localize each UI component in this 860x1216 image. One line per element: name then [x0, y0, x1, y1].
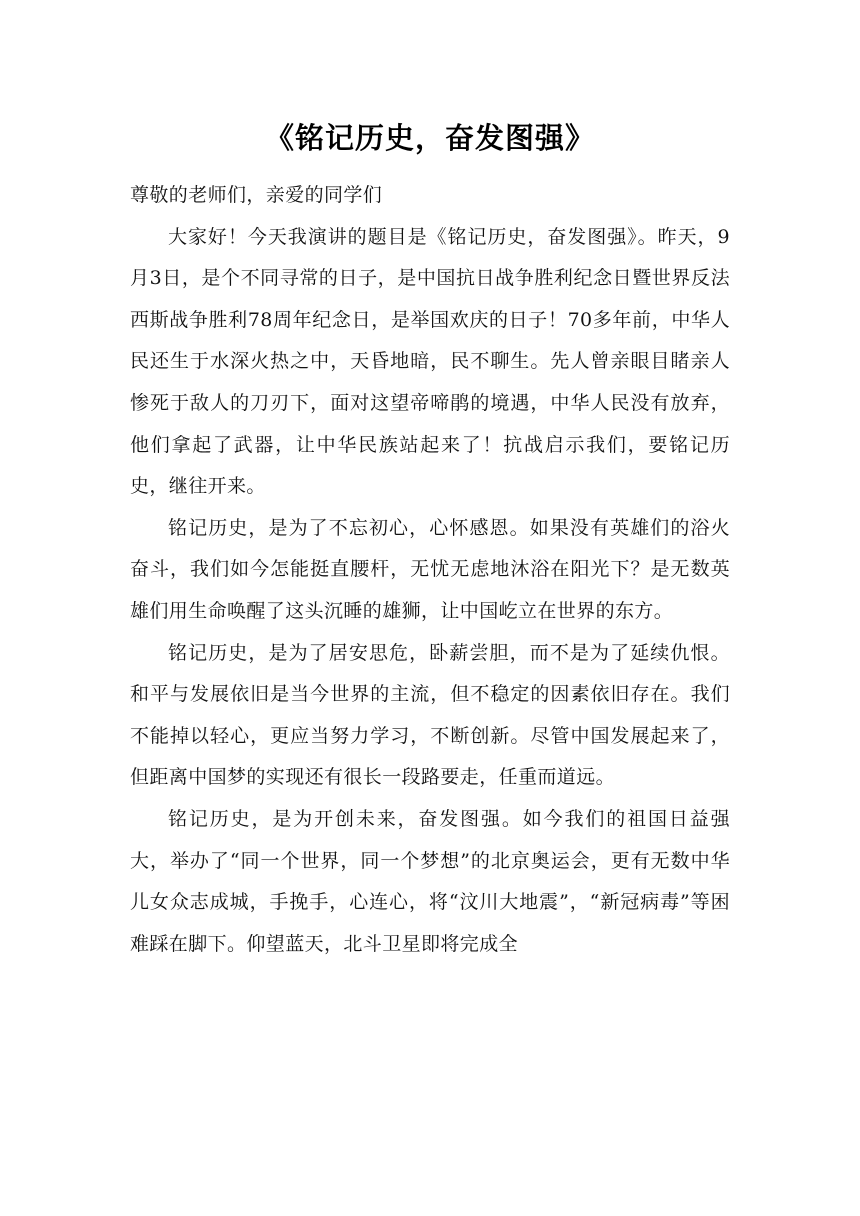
paragraph: 铭记历史，是为了不忘初心，心怀感恩。如果没有英雄们的浴火奋斗，我们如今怎能挺直腰杆，无忧无虑地沐浴在阳光下？是无数英雄们用生命唤醒了这头沉睡的雄狮，让中国屹立在世界的东方。	[130, 516, 730, 622]
document-body	[130, 175, 730, 965]
document-title: 《铭记历史，奋发图强》	[264, 121, 595, 155]
paragraph: 大家好！今天我演讲的题目是《铭记历史，奋发图强》。昨天，9月3日，是个不同寻常的日子，是中国抗日战争胜利纪念日暨世界反法西斯战争胜利78周年纪念日，是举国欢庆的日子！70多年前，中华人民还生于水深火热之中，天昏地暗，民不聊生。先人曾亲眼目睹亲人惨死于敌人的刀刃下，面对这望帝啼鹃的境遇，中华人民没有放弃，他们拿起了武器，让中华民族站起来了！抗战启示我们，要铭记历史，继往开来。	[130, 225, 730, 498]
salutation: 尊敬的老师们，亲爱的同学们	[130, 184, 383, 206]
paragraph: 铭记历史，是为了居安思危，卧薪尝胆，而不是为了延续仇恨。和平与发展依旧是当今世界的主流，但不稳定的因素依旧存在。我们不能掉以轻心，更应当努力学习，不断创新。尽管中国发展起来了，但距离中国梦的实现还有很长一段路要走，任重而道远。	[130, 641, 730, 789]
paragraph: 铭记历史，是为开创未来，奋发图强。如今我们的祖国日益强大，举办了“同一个世界，同一个梦想”的北京奥运会，更有无数中华儿女众志成城，手挽手，心连心，将“汶川大地震”，“新冠病毒”等困难踩在脚下。仰望蓝天，北斗卫星即将完成全	[130, 807, 730, 955]
